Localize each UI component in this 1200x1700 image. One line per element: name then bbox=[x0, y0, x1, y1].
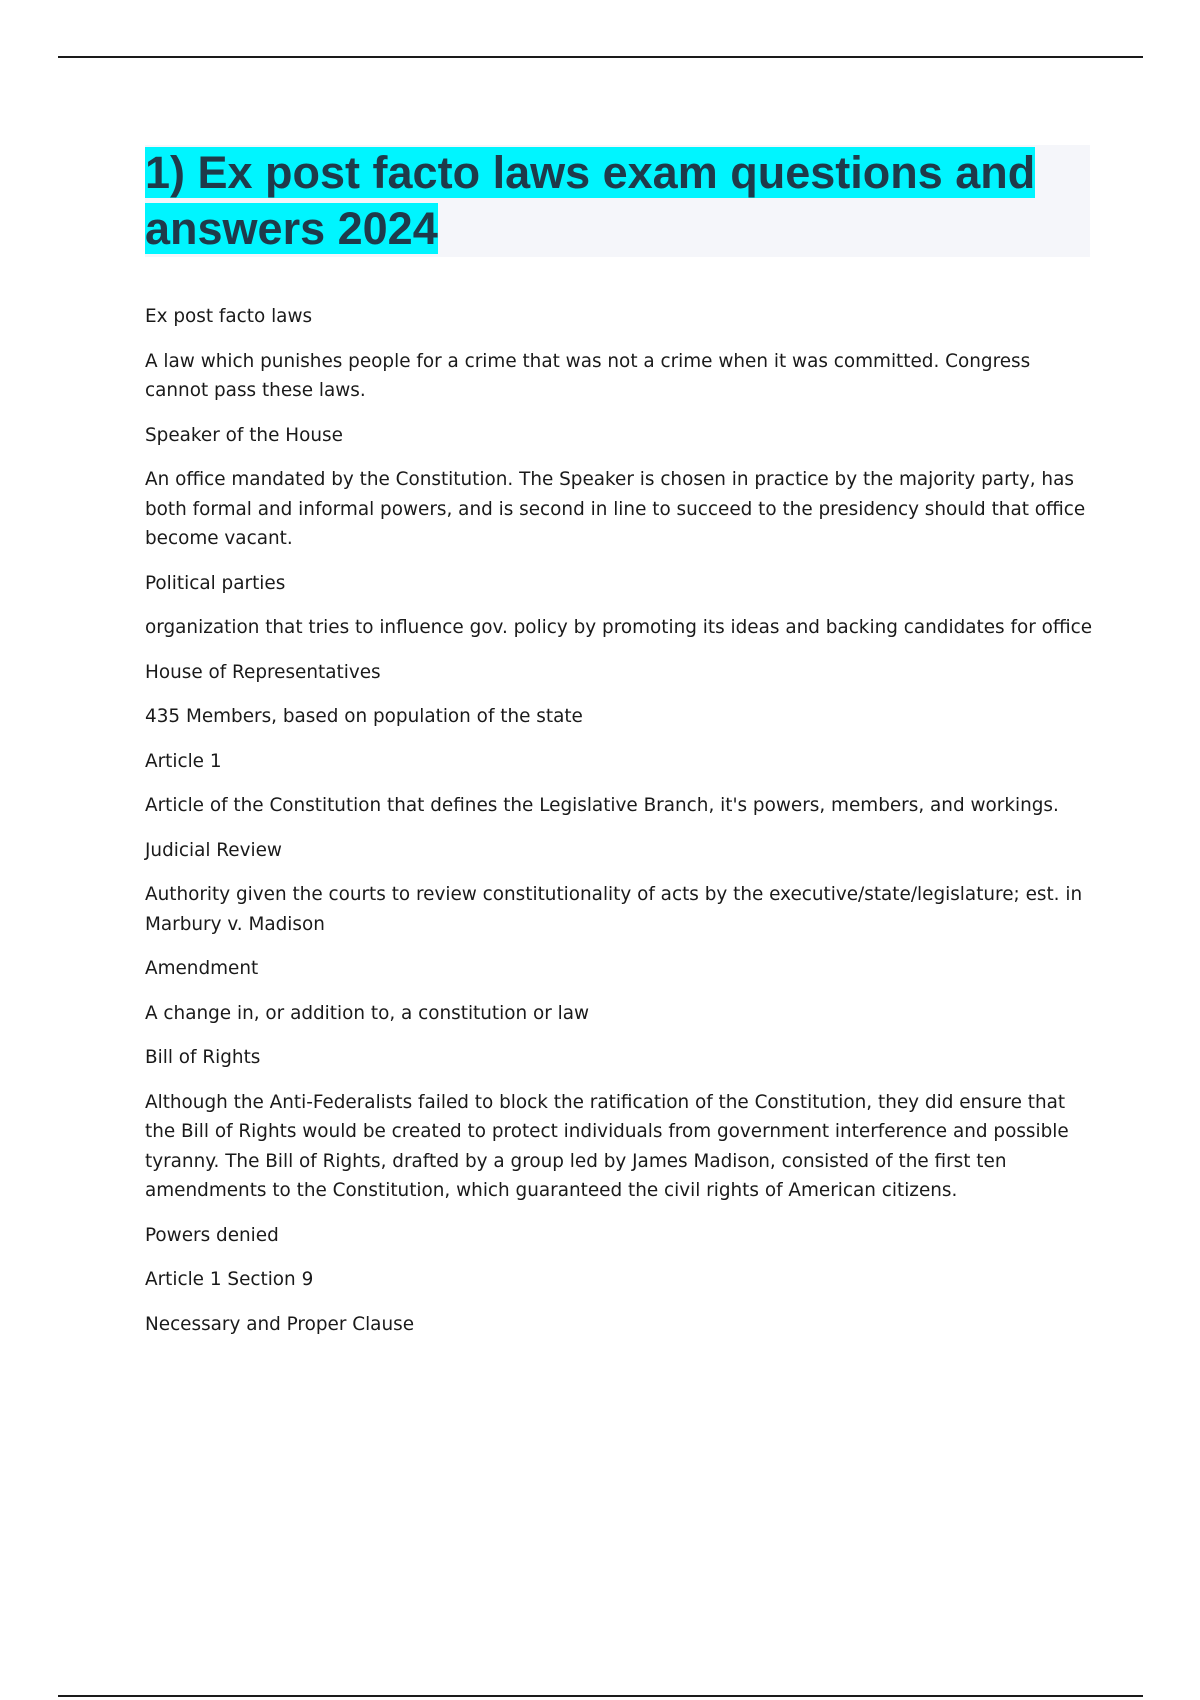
term-8: Bill of Rights bbox=[145, 1047, 261, 1068]
definition-3: organization that tries to influence gov. policy by promoting its ideas and backing candidates for office bbox=[145, 617, 1093, 638]
title-highlight: 1) Ex post facto laws exam questions and answers 2024 bbox=[145, 147, 1036, 254]
title-block bbox=[145, 145, 1090, 257]
qa-list bbox=[145, 302, 1095, 1354]
term-2: Speaker of the House bbox=[145, 424, 343, 446]
definition-7: A change in, or addition to, a constitution or law bbox=[145, 1002, 590, 1024]
term-3: Political parties bbox=[145, 572, 286, 594]
term-10: Necessary and Proper Clause bbox=[145, 1313, 415, 1335]
top-rule bbox=[58, 56, 1143, 58]
term-6: Judicial Review bbox=[145, 839, 282, 861]
bottom-rule bbox=[58, 1695, 1143, 1697]
term-7: Amendment bbox=[145, 958, 259, 979]
definition-1: A law which punishes people for a crime that was not a crime when it was committed. Congress cannot pass these laws. bbox=[145, 350, 1031, 401]
definition-8: Although the Anti-Federalists failed to block the ratification of the Constitution, they did ensure that the Bill of Rights would be created to protect individuals from government interference and possible tyranny. The Bill of Rights, drafted by a group led by James Madison, consisted of the first ten amendments to the Constitution, which guaranteed the civil rights of American citizens. bbox=[145, 1091, 1069, 1201]
term-4: House of Representatives bbox=[145, 661, 381, 683]
definition-6: Authority given the courts to review constitutionality of acts by the executive/state/legislature; est. in Marbury v. Madison bbox=[145, 884, 1083, 935]
term-5: Article 1 bbox=[145, 750, 222, 772]
term-1: Ex post facto laws bbox=[145, 306, 313, 327]
page-title bbox=[145, 145, 1090, 257]
definition-9: Article 1 Section 9 bbox=[145, 1269, 314, 1290]
definition-2: An office mandated by the Constitution. The Speaker is chosen in practice by the majority party, has both formal and informal powers, and is second in line to succeed to the presidency should that office become vacant. bbox=[145, 469, 1086, 549]
definition-5: Article of the Constitution that defines the Legislative Branch, it's powers, members, and workings. bbox=[145, 795, 1059, 816]
term-9: Powers denied bbox=[145, 1224, 279, 1246]
definition-4: 435 Members, based on population of the state bbox=[145, 706, 583, 727]
